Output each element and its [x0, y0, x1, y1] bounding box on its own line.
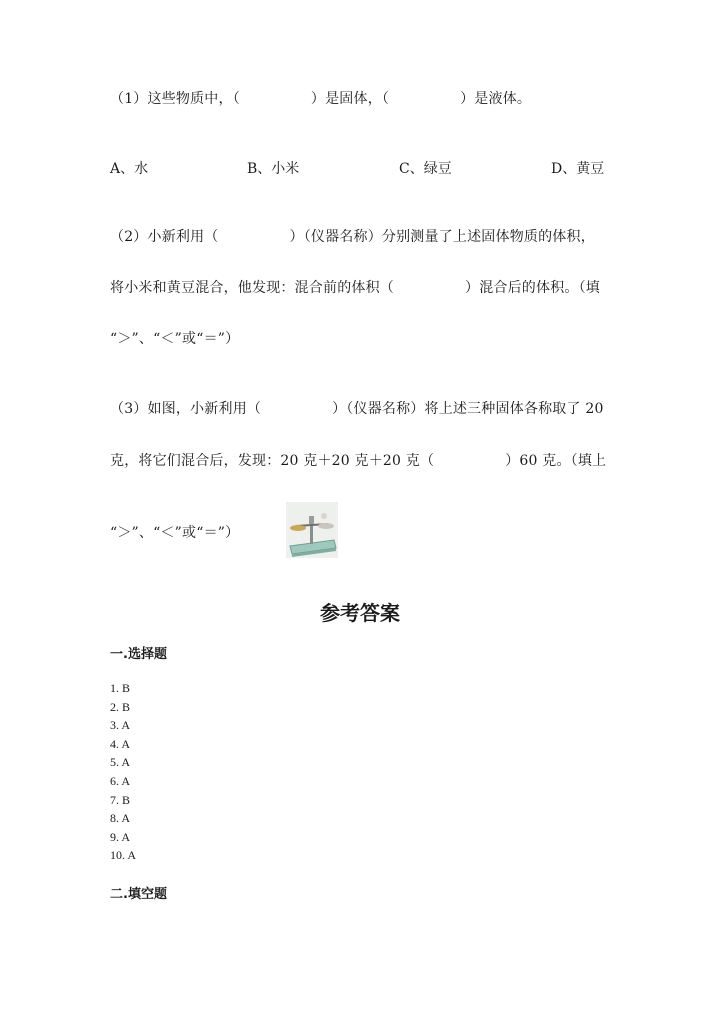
section-fill-in-blank: 二.填空题: [110, 887, 167, 902]
answer-item: 7. B: [110, 792, 131, 807]
option-c: C、绿豆: [399, 161, 452, 177]
question-2-line-1: （2）小新利用（ ）（仪器名称）分别测量了上述固体物质的体积，: [110, 229, 595, 245]
answer-item: 4. A: [110, 736, 131, 751]
balance-scale-image: [286, 502, 338, 558]
question-3-line-1: （3）如图，小新利用（ ）（仪器名称）将上述三种固体各称取了 20: [110, 401, 604, 417]
section-multiple-choice: 一.选择题: [110, 647, 167, 662]
question-2-line-3: “＞”、“＜”或“＝”）: [110, 331, 240, 347]
question-2-line-2: 将小米和黄豆混合，他发现：混合前的体积（ ）混合后的体积。（填: [110, 280, 600, 296]
answer-item: 9. A: [110, 829, 131, 844]
option-d: D、黄豆: [551, 161, 605, 177]
answer-item: 2. B: [110, 699, 131, 714]
question-1-text: （1）这些物质中，（ ）是固体，（ ）是液体。: [110, 91, 532, 107]
question-3-line-2: 克，将它们混合后，发现：20 克＋20 克＋20 克（ ）60 克。（填上: [110, 453, 607, 469]
answer-item: 3. A: [110, 718, 131, 733]
answer-item: 10. A: [110, 848, 137, 863]
question-3-line-3: “＞”、“＜”或“＝”）: [110, 525, 240, 541]
answer-key-title: 参考答案: [320, 601, 400, 625]
answer-item: 1. B: [110, 681, 131, 695]
option-a: A、水: [110, 161, 149, 177]
answer-item: 6. A: [110, 773, 131, 788]
answer-item: 8. A: [110, 811, 131, 826]
option-b: B、小米: [247, 161, 300, 177]
answer-list: [110, 679, 136, 865]
answer-item: 5. A: [110, 755, 131, 770]
